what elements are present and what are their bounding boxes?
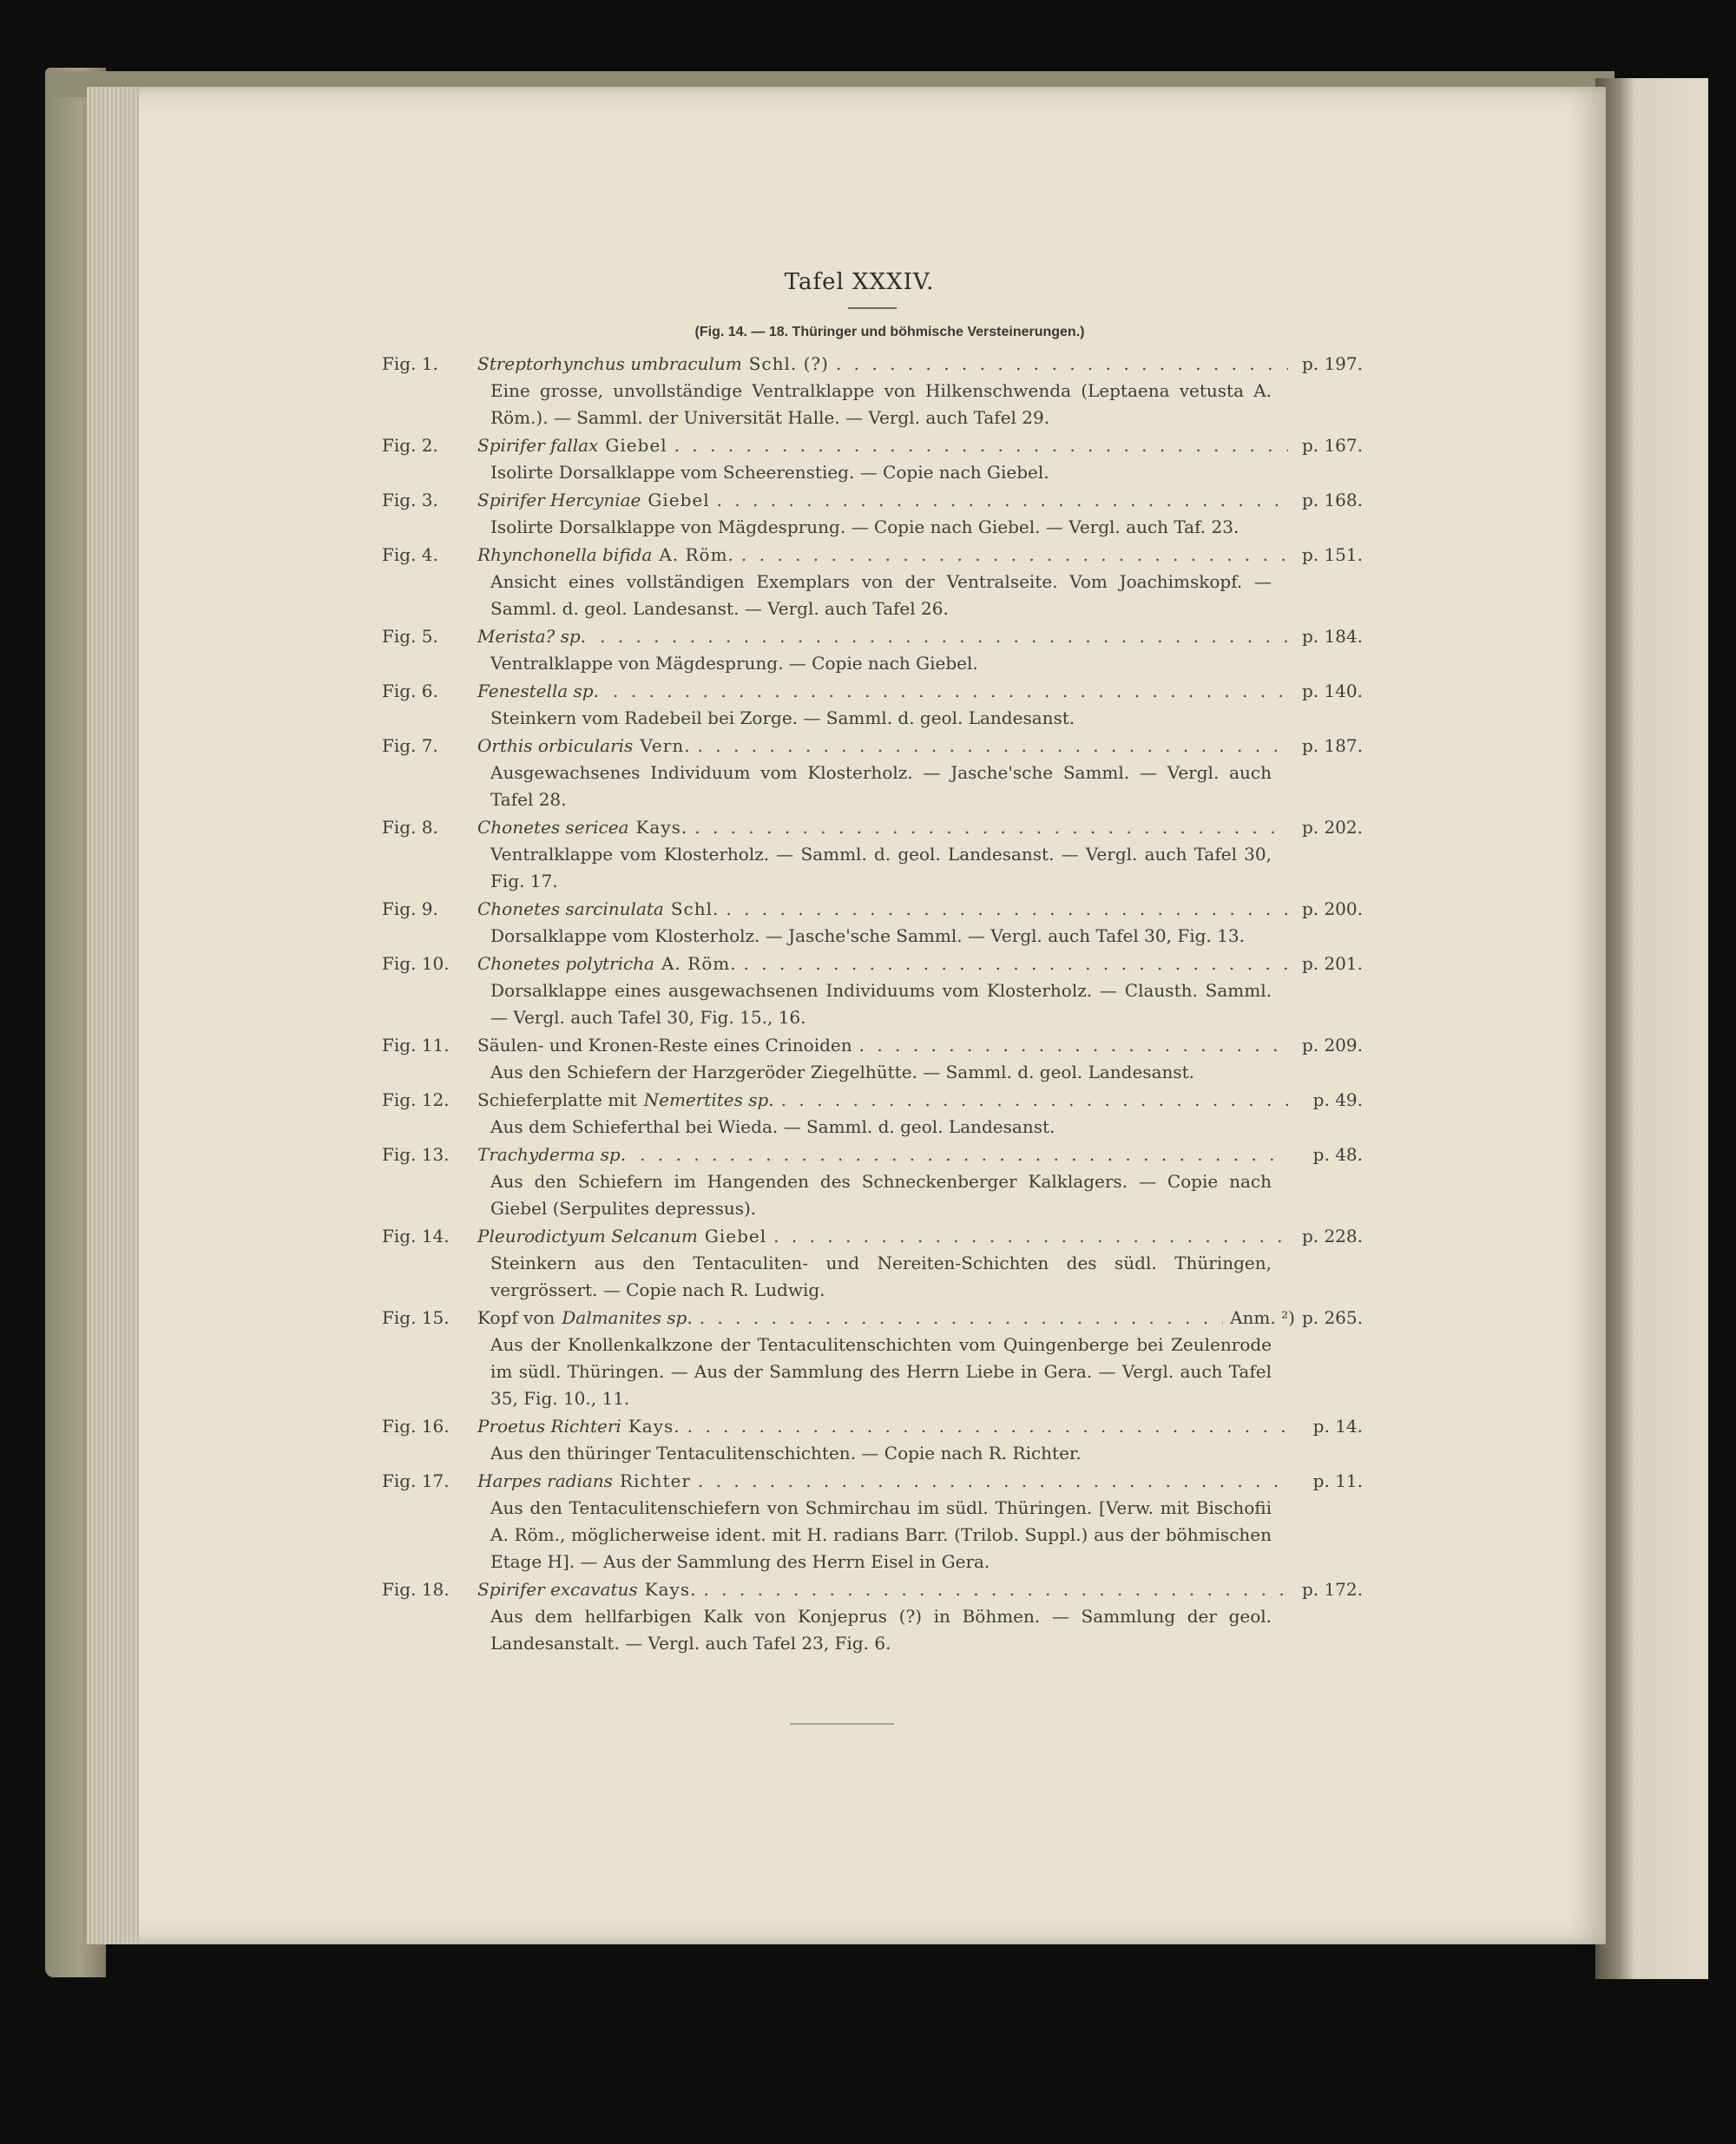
author-name: Kopf von [477,1307,556,1328]
figure-entry [382,432,1363,486]
figure-heading [477,1087,1363,1114]
figure-entry [382,542,1363,622]
figure-heading [477,1032,1363,1059]
figure-number: Fig. 3. [382,490,438,510]
author-name: Richter [619,1470,691,1491]
figure-heading [477,1413,1363,1440]
species-name: Dalmanites sp. [562,1307,693,1328]
page-reference: p. 48. [1312,1144,1363,1165]
figure-entry [382,1305,1363,1412]
figure-description: Dorsalklappe eines ausgewachsenen Individuums vom Klosterholz. — Clausth. Samml. — Vergl. auch Tafel 30, Fig. 15., 16. [490,980,1272,1028]
figure-number: Fig. 14. [382,1226,450,1246]
page-reference: p. 11. [1312,1470,1363,1491]
dot-leaders [600,623,1288,650]
dot-leaders [674,432,1288,459]
page-content [382,269,1363,1658]
author-name: Kays. [628,1416,681,1437]
figure-description: Ventralklappe vom Klosterholz. — Samml. d. geol. Landesanst. — Vergl. auch Tafel 30, Fig. 17. [490,844,1272,891]
page-reference: p. 202. [1301,817,1363,838]
author-name: Schl. [670,898,720,919]
dot-leaders [741,542,1288,569]
figure-description: Isolirte Dorsalklappe von Mägdesprung. — Copie nach Giebel. — Vergl. auch Taf. 23. [490,516,1240,537]
figure-entry [382,733,1363,813]
figure-number: Fig. 15. [382,1307,450,1328]
author-name: Kays. [644,1579,697,1600]
figure-number: Fig. 9. [382,898,438,919]
species-name: Harpes radians [477,1470,613,1491]
species-name: Merista? sp. [477,626,586,647]
figure-list [382,351,1363,1657]
figure-number: Fig. 12. [382,1089,450,1110]
figure-entry [382,814,1363,895]
figure-number: Fig. 18. [382,1579,450,1600]
figure-heading [477,1305,1363,1332]
page-edges [87,87,139,1944]
figure-description: Steinkern aus den Tentaculiten- und Nereiten-Schichten des südl. Thüringen, vergrössert. — Copie nach R. Ludwig. [490,1253,1272,1300]
dot-leaders [781,1087,1288,1114]
footnote-ref: Anm. ²) [1230,1307,1295,1328]
dot-leaders [717,487,1288,514]
dot-leaders [700,1305,1223,1332]
dot-leaders [703,1576,1287,1603]
figure-description: Dorsalklappe vom Klosterholz. — Jasche'sche Samml. — Vergl. auch Tafel 30, Fig. 13. [490,925,1245,946]
figure-description: Steinkern vom Radebeil bei Zorge. — Samml. d. geol. Landesanst. [490,707,1075,728]
species-name: Pleurodictyum Selcanum [477,1226,698,1246]
figure-number: Fig. 5. [382,626,438,647]
page-reference: p. 172. [1301,1579,1363,1600]
facing-page-edge [1595,78,1708,1979]
dot-leaders [836,351,1288,378]
figure-number: Fig. 16. [382,1416,450,1437]
figure-description: Aus den Tentaculitenschiefern von Schmirchau im südl. Thüringen. [Verw. mit Bischofii A. Röm., möglicherweise ident. mit H. radians Barr. (Trilob. Suppl.) aus der böhmischen Etage H]. — Aus der Sammlung des Herrn Eisel in Gera. [490,1497,1272,1572]
species-name: Fenestella sp. [477,681,599,701]
page-reference: p. 151. [1301,544,1363,565]
page-reference: p. 265. [1301,1307,1363,1328]
species-name: Nemertites sp. [643,1089,774,1110]
page-reference: p. 201. [1301,953,1363,974]
end-rule [790,1723,894,1725]
page-reference: p. 168. [1301,490,1363,510]
figure-heading [477,487,1363,514]
author-name: A. Röm. [659,544,734,565]
figure-description: Ansicht eines vollständigen Exemplars von der Ventralseite. Vom Joachimskopf. — Samml. d. geol. Landesanst. — Vergl. auch Tafel 26. [490,571,1272,619]
page-subtitle: (Fig. 14. — 18. Thüringer und böhmische Versteinerungen.) [694,325,1085,339]
dot-leaders [859,1032,1288,1059]
figure-description: Ventralklappe von Mägdesprung. — Copie nach Giebel. [490,653,978,674]
page-reference: p. 197. [1301,353,1363,374]
figure-description: Aus den thüringer Tentaculitenschichten. — Copie nach R. Richter. [490,1443,1082,1463]
figure-number: Fig. 10. [382,953,450,974]
dot-leaders [726,896,1288,923]
species-name: Trachyderma sp. [477,1144,627,1165]
species-name: Chonetes sericea [477,817,629,838]
figure-heading [477,542,1363,569]
figure-heading [477,351,1363,378]
figure-number: Fig. 8. [382,817,438,838]
species-name: Spirifer Hercyniae [477,490,641,510]
figure-heading [477,896,1363,923]
dot-leaders [744,950,1288,977]
figure-heading [477,1141,1363,1168]
figure-description: Aus dem Schieferthal bei Wieda. — Samml. d. geol. Landesanst. [490,1116,1055,1137]
page-reference: p. 228. [1301,1226,1363,1246]
figure-number: Fig. 1. [382,353,438,374]
figure-number: Fig. 2. [382,435,438,456]
figure-entry [382,950,1363,1031]
figure-entry [382,1468,1363,1575]
page-title: Tafel XXXIV. [784,269,935,295]
figure-description: Aus den Schiefern im Hangenden des Schneckenberger Kalklagers. — Copie nach Giebel (Serpulites depressus). [490,1171,1272,1219]
dot-leaders [687,1413,1288,1440]
species-name: Orthis orbicularis [477,735,634,756]
figure-entry [382,1576,1363,1657]
author-name: Säulen- und Kronen-Reste eines Crinoiden [477,1035,852,1056]
author-name: Kays. [635,817,688,838]
page-reference: p. 167. [1301,435,1363,456]
figure-heading [477,678,1363,705]
figure-number: Fig. 6. [382,681,438,701]
figure-entry [382,623,1363,677]
author-name: A. Röm. [661,953,737,974]
author-name: Giebel [704,1226,767,1246]
figure-entry [382,1087,1363,1141]
figure-description: Ausgewachsenes Individuum vom Klosterholz. — Jasche'sche Samml. — Vergl. auch Tafel 28. [490,762,1272,810]
author-name: Giebel [605,435,667,456]
figure-number: Fig. 17. [382,1470,450,1491]
species-name: Chonetes polytricha [477,953,654,974]
page-reference: p. 187. [1301,735,1363,756]
figure-number: Fig. 4. [382,544,438,565]
figure-heading [477,950,1363,977]
figure-heading [477,1576,1363,1603]
figure-entry [382,1223,1363,1304]
figure-number: Fig. 13. [382,1144,450,1165]
author-name: Giebel [648,490,710,510]
figure-heading [477,623,1363,650]
figure-entry [382,1141,1363,1222]
figure-entry [382,678,1363,732]
species-name: Spirifer fallax [477,435,599,456]
page-reference: p. 209. [1301,1035,1363,1056]
dot-leaders [613,678,1288,705]
figure-entry [382,487,1363,541]
author-name: Schieferplatte mit [477,1089,637,1110]
figure-heading [477,1223,1363,1250]
page-reference: p. 184. [1301,626,1363,647]
figure-description: Aus dem hellfarbigen Kalk von Konjeprus (?) in Böhmen. — Sammlung der geol. Landesanstalt. — Vergl. auch Tafel 23, Fig. 6. [490,1606,1272,1654]
figure-entry [382,1413,1363,1467]
page-reference: p. 140. [1301,681,1363,701]
dot-leaders [640,1141,1288,1168]
dot-leaders [698,733,1288,760]
figure-number: Fig. 11. [382,1035,450,1056]
figure-description: Aus der Knollenkalkzone der Tentaculitenschichten vom Quingenberge bei Zeulenrode im südl. Thüringen. — Aus der Sammlung des Herrn Liebe in Gera. — Vergl. auch Tafel 35, Fig. 10., 11. [490,1334,1272,1409]
author-name: Schl. (?) [748,353,829,374]
figure-description: Aus den Schiefern der Harzgeröder Ziegelhütte. — Samml. d. geol. Landesanst. [490,1062,1195,1082]
dot-leaders [773,1223,1288,1250]
figure-entry [382,1032,1363,1086]
species-name: Rhynchonella bifida [477,544,653,565]
author-name: Vern. [640,735,691,756]
page-reference: p. 200. [1301,898,1363,919]
figure-heading [477,814,1363,841]
figure-heading [477,733,1363,760]
figure-entry [382,351,1363,431]
figure-description: Isolirte Dorsalklappe vom Scheerenstieg. — Copie nach Giebel. [490,462,1049,483]
figure-heading [477,432,1363,459]
dot-leaders [694,814,1288,841]
species-name: Chonetes sarcinulata [477,898,664,919]
title-rule [848,307,897,309]
species-name: Streptorhynchus umbraculum [477,353,742,374]
figure-entry [382,896,1363,950]
species-name: Proetus Richteri [477,1416,621,1437]
figure-heading [477,1468,1363,1495]
species-name: Spirifer excavatus [477,1579,638,1600]
figure-number: Fig. 7. [382,735,438,756]
dot-leaders [698,1468,1288,1495]
page-reference: p. 14. [1312,1416,1363,1437]
figure-description: Eine grosse, unvollständige Ventralklappe von Hilkenschwenda (Leptaena vetusta A. Röm.). — Samml. der Universität Halle. — Vergl. auch Tafel 29. [490,380,1272,428]
page-reference: p. 49. [1312,1089,1363,1110]
